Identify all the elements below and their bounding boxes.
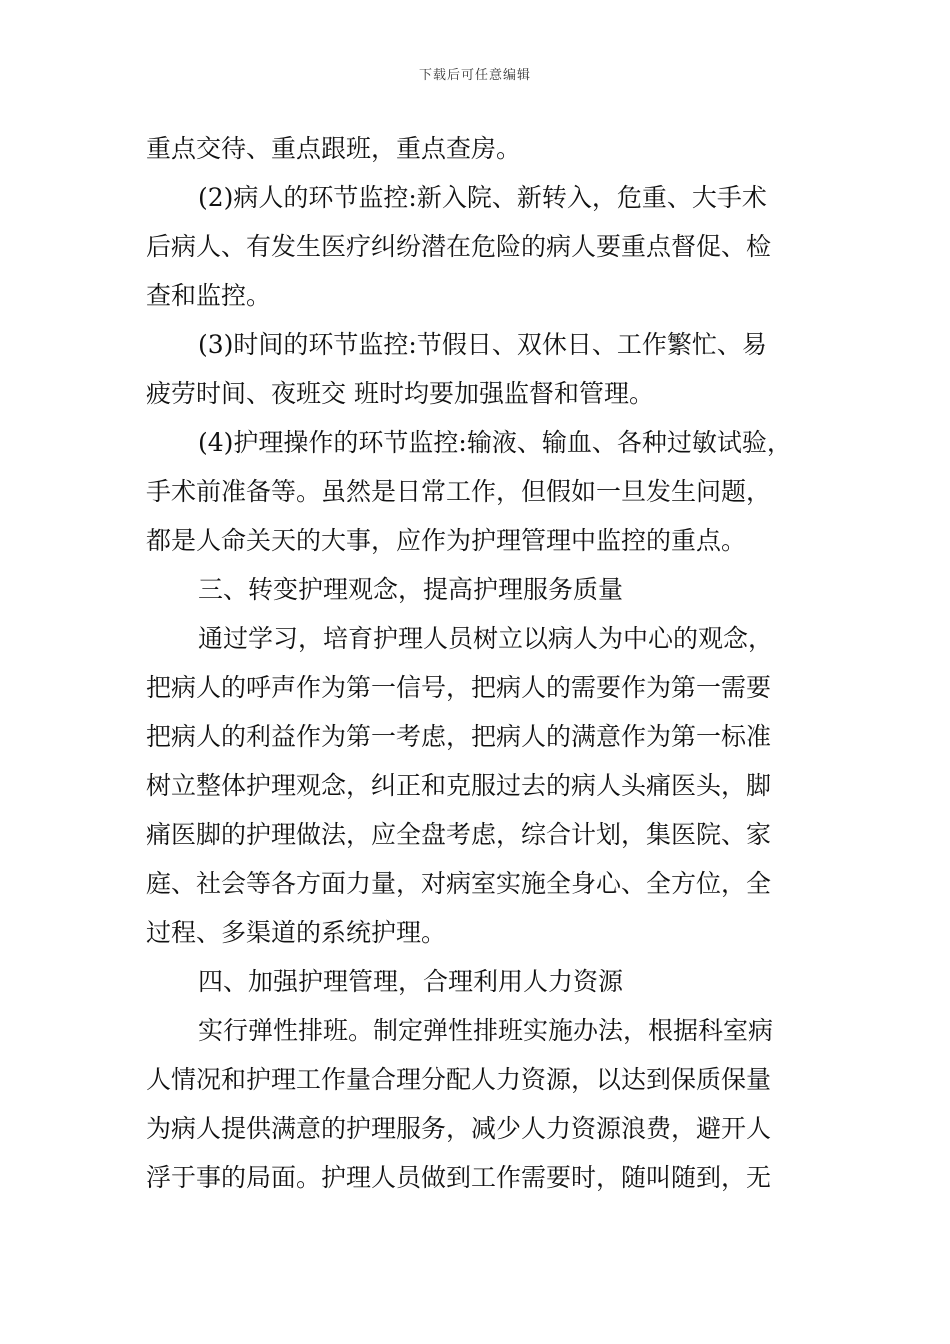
text-line: 查和监控。: [146, 281, 272, 310]
text-line: 都是人命关天的大事，应作为护理管理中监控的重点。: [146, 526, 747, 555]
text-line: (4)护理操作的环节监控:输液、输血、各种过敏试验，: [198, 428, 792, 457]
text-line: 重点交待、重点跟班，重点查房。: [146, 134, 522, 163]
text-line: 疲劳时间、夜班交 班时均要加强监督和管理。: [146, 379, 654, 408]
text-line: (2)病人的环节监控:新入院、新转入，危重、大手术: [198, 183, 767, 212]
text-line: 浮于事的局面。护理人员做到工作需要时，随叫随到，无: [146, 1163, 772, 1192]
text-line: 手术前准备等。虽然是日常工作，但假如一旦发生问题，: [146, 477, 772, 506]
document-body: [146, 124, 812, 1202]
text-line: (3)时间的环节监控:节假日、双休日、工作繁忙、易: [198, 330, 767, 359]
text-line: 把病人的利益作为第一考虑，把病人的满意作为第一标准: [146, 722, 772, 751]
text-line: 树立整体护理观念，纠正和克服过去的病人头痛医头，脚: [146, 771, 772, 800]
text-line: 把病人的呼声作为第一信号，把病人的需要作为第一需要: [146, 673, 772, 702]
text-line: 后病人、有发生医疗纠纷潜在危险的病人要重点督促、检: [146, 232, 772, 261]
text-line: 庭、社会等各方面力量，对病室实施全身心、全方位，全: [146, 869, 772, 898]
page-header: 下载后可任意编辑: [418, 68, 531, 83]
section-heading: 三、转变护理观念，提高护理服务质量: [198, 575, 624, 604]
text-line: 痛医脚的护理做法，应全盘考虑，综合计划，集医院、家: [146, 820, 772, 849]
text-line: 实行弹性排班。制定弹性排班实施办法，根据科室病: [198, 1016, 774, 1045]
text-line: 为病人提供满意的护理服务，减少人力资源浪费，避开人: [146, 1114, 772, 1143]
text-line: 通过学习，培育护理人员树立以病人为中心的观念，: [198, 624, 774, 653]
text-line: 人情况和护理工作量合理分配人力资源，以达到保质保量: [146, 1065, 772, 1094]
text-line: 过程、多渠道的系统护理。: [146, 918, 447, 947]
section-heading: 四、加强护理管理，合理利用人力资源: [198, 967, 624, 996]
